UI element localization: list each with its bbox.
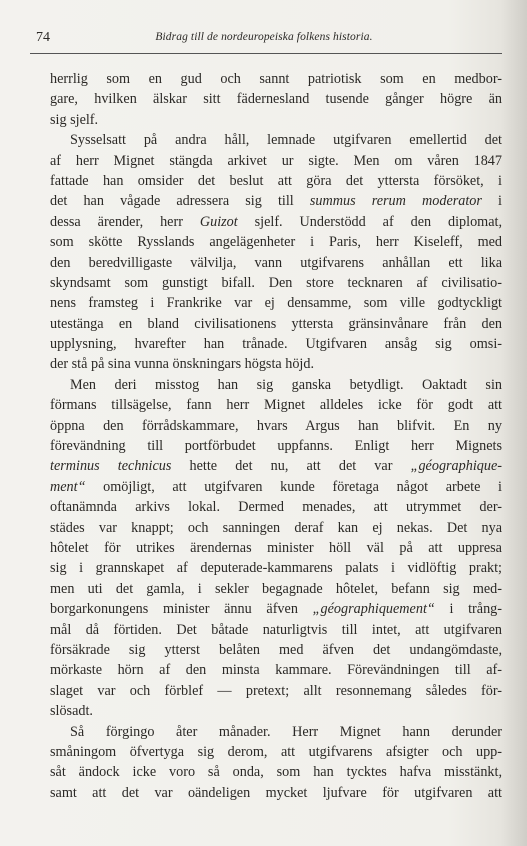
text-line: utestänga en bland civilisationens yttersta gränsinvånare från den (50, 315, 502, 332)
text-line: men uti det gamla, i sekler begagnade hôtelet, befann sig med- (50, 580, 502, 597)
text-line (50, 191, 502, 211)
text-line (50, 599, 502, 619)
text-line: samt att det var oändeligen mycket ljufvare för utgifvaren att (50, 784, 502, 801)
text-line: städes var knappt; och sanningen deraf kan ej nekas. Det nya (50, 519, 502, 536)
text-line: sig sjelf. (50, 111, 99, 128)
italic-run: summus rerum moderator (309, 193, 482, 210)
text-line: försäkrade sig ytterst belåten med äfven det undangömdaste, (50, 641, 502, 658)
page-header (30, 30, 498, 52)
text-line: mål då förtiden. Det båtade naturligtvis till intet, att utgifvaren (50, 621, 502, 638)
text-run: dessa ärender, herr (50, 213, 200, 230)
text-line (50, 456, 502, 476)
text-line: der stå på sina vunna önskningars högsta höjd. (50, 356, 314, 373)
text-line: Sysselsatt på andra håll, lemnade utgifvaren emellertid det (70, 132, 502, 149)
body-text (50, 69, 502, 803)
italic-run: ment“ (50, 478, 86, 495)
text-run: hette det nu, att det var (171, 458, 411, 475)
text-line: den beredvilligaste välvilja, vann utgifvarens anhållan ett lika (50, 254, 502, 271)
text-line: nens framsteg i Frankrike var ej densamme, som ville godtyckligt (50, 295, 502, 312)
text-run: i trång- (434, 601, 502, 618)
text-line: upplysning, hvarefter han trånade. Utgifvaren ansåg sig omsi- (50, 336, 502, 353)
text-line: slösadt. (50, 703, 93, 720)
text-line: gare, hvilken älskar sitt fädernesland tusende gånger högre än (50, 91, 502, 108)
text-line: af herr Mignet stängda arkivet ur sigte. Men om våren 1847 (50, 152, 502, 169)
text-line: mörkaste hörn af den minsta kammare. Förevändningen till af- (50, 662, 502, 679)
text-line: sig i grannskapet af deputerade-kammarens palats i vidlöftig prakt; (50, 560, 502, 577)
italic-run: terminus technicus (50, 458, 172, 475)
text-line (50, 212, 502, 232)
text-line: skyndsamt som gunstigt bifall. Den store tecknaren af civilisatio- (50, 274, 502, 291)
text-run: borgarkonungens minister ännu äfven (50, 601, 313, 618)
text-run: omöjligt, att utgifvaren kunde företaga något arbete i (85, 478, 502, 495)
italic-run: „géographiquement“ (312, 601, 435, 618)
text-line: hôtelet för utrikes ärendernas minister höll väl på att uppresa (50, 539, 502, 556)
text-line: Så förgingo åter månader. Herr Mignet hann derunder (70, 723, 502, 740)
text-line: fattade han omsider det beslut att göra det yttersta försöket, i (50, 172, 502, 189)
text-line (50, 477, 502, 497)
text-run: sjelf. Understödd af den diplomat, (237, 213, 502, 230)
text-line: slaget var och förblef — pretext; allt resonnemang således för- (50, 682, 502, 699)
text-run: det han vågade adressera sig till (50, 193, 310, 210)
text-line: såt ändock icke voro så onda, som han tycktes hafva misstänkt, (50, 764, 502, 781)
text-line: herrlig som en gud och sannt patriotisk som en medbor- (50, 71, 502, 87)
text-line: öppna den förrådskammare, hvars Argus han blifvit. En ny (50, 417, 502, 434)
text-line: som skötte Rysslands angelägenheter i Paris, herr Kiseleff, med (50, 234, 502, 251)
text-line: småningom öfvertyga sig derom, att utgifvarens afsigter och upp- (50, 743, 502, 760)
running-title: Bidrag till de nordeuropeiska folkens historia. (155, 31, 373, 43)
text-line: oftanämnda arkivs lokal. Dermed menades, att utrymmet der- (50, 499, 502, 516)
text-line: Men deri misstog han sig ganska betydligt. Oaktadt sin (70, 376, 502, 393)
page-number: 74 (36, 30, 50, 45)
text-run: i (481, 193, 502, 210)
italic-run: „géographique- (410, 458, 502, 475)
header-rule (30, 53, 502, 54)
italic-run: Guizot (199, 213, 238, 230)
text-line: förmans tillsägelse, fann herr Mignet alldeles icke för godt att (50, 397, 502, 414)
text-line: förevändning till portförbudet uppfanns. Enligt herr Mignets (50, 438, 502, 455)
